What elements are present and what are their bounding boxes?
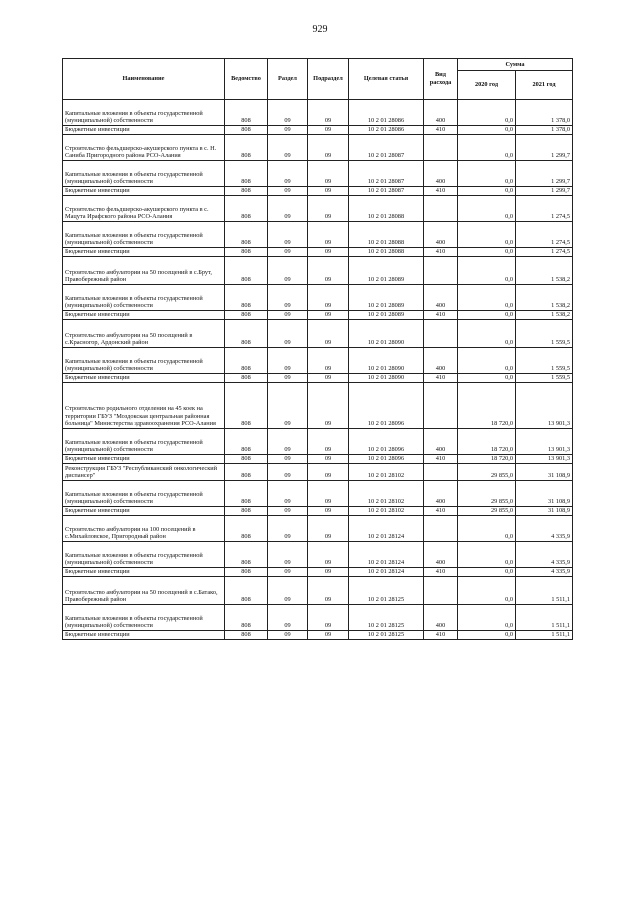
cell-2021: 4 335,9 (516, 516, 573, 542)
table-row (63, 605, 573, 631)
cell-expense-type (424, 257, 458, 285)
table-row (63, 631, 573, 640)
cell-section: 09 (268, 383, 308, 429)
cell-2021: 1 299,7 (516, 161, 573, 187)
cell-section: 09 (268, 285, 308, 311)
table-row (63, 187, 573, 196)
cell-2021: 1 274,5 (516, 222, 573, 248)
cell-target: 10 2 01 28088 (349, 222, 424, 248)
table-row (63, 383, 573, 429)
cell-2020: 0,0 (458, 285, 516, 311)
cell-section: 09 (268, 126, 308, 135)
table-row (63, 311, 573, 320)
cell-name: Реконструкция ГБУЗ "Республиканский онкологический диспансер" (63, 464, 225, 481)
cell-dept: 808 (225, 126, 268, 135)
cell-2021: 1 559,5 (516, 348, 573, 374)
cell-2020: 0,0 (458, 187, 516, 196)
cell-expense-type: 410 (424, 631, 458, 640)
cell-subsection: 09 (308, 507, 349, 516)
cell-target: 10 2 01 28089 (349, 311, 424, 320)
cell-target: 10 2 01 28125 (349, 605, 424, 631)
cell-2020: 0,0 (458, 248, 516, 257)
cell-name: Бюджетные инвестиции (63, 507, 225, 516)
cell-target: 10 2 01 28089 (349, 257, 424, 285)
cell-name: Капитальные вложения в объекты государственной (муниципальной) собственности (63, 348, 225, 374)
header-2021: 2021 год (516, 71, 573, 100)
cell-2020: 0,0 (458, 196, 516, 222)
cell-name: Строительство амбулатории на 100 посещений в с.Михайловское, Пригородный район (63, 516, 225, 542)
cell-name: Капитальные вложения в объекты государственной (муниципальной) собственности (63, 100, 225, 126)
cell-expense-type: 410 (424, 311, 458, 320)
cell-section: 09 (268, 507, 308, 516)
cell-target: 10 2 01 28089 (349, 285, 424, 311)
budget-table (62, 58, 573, 640)
cell-2020: 0,0 (458, 374, 516, 383)
cell-2020: 0,0 (458, 311, 516, 320)
cell-2020: 0,0 (458, 161, 516, 187)
cell-subsection: 09 (308, 126, 349, 135)
cell-dept: 808 (225, 455, 268, 464)
cell-2020: 29 855,0 (458, 464, 516, 481)
cell-section: 09 (268, 311, 308, 320)
cell-name: Строительство родильного отделения на 45 коек на территории ГБУЗ "Моздокская центральная районная больница" Министерства здравоохранения РСО-Алания (63, 383, 225, 429)
cell-dept: 808 (225, 257, 268, 285)
cell-dept: 808 (225, 248, 268, 257)
table-row (63, 481, 573, 507)
header-expense-type: Вид расхода (424, 59, 458, 100)
cell-subsection: 09 (308, 568, 349, 577)
cell-subsection: 09 (308, 516, 349, 542)
table-row (63, 455, 573, 464)
cell-section: 09 (268, 196, 308, 222)
cell-expense-type (424, 577, 458, 605)
cell-name: Капитальные вложения в объекты государственной (муниципальной) собственности (63, 429, 225, 455)
cell-name: Капитальные вложения в объекты государственной (муниципальной) собственности (63, 161, 225, 187)
cell-2021: 1 559,5 (516, 374, 573, 383)
cell-target: 10 2 01 28086 (349, 126, 424, 135)
cell-dept: 808 (225, 196, 268, 222)
cell-2021: 1 511,1 (516, 605, 573, 631)
cell-target: 10 2 01 28125 (349, 577, 424, 605)
cell-name: Бюджетные инвестиции (63, 126, 225, 135)
cell-2021: 4 335,9 (516, 568, 573, 577)
cell-dept: 808 (225, 383, 268, 429)
table-row (63, 577, 573, 605)
cell-subsection: 09 (308, 383, 349, 429)
cell-name: Капитальные вложения в объекты государственной (муниципальной) собственности (63, 605, 225, 631)
cell-expense-type: 410 (424, 507, 458, 516)
cell-expense-type: 410 (424, 248, 458, 257)
cell-subsection: 09 (308, 311, 349, 320)
cell-subsection: 09 (308, 257, 349, 285)
cell-section: 09 (268, 429, 308, 455)
cell-target: 10 2 01 28090 (349, 348, 424, 374)
cell-2021: 1 559,5 (516, 320, 573, 348)
cell-subsection: 09 (308, 187, 349, 196)
cell-subsection: 09 (308, 374, 349, 383)
cell-2021: 1 274,5 (516, 196, 573, 222)
header-subsection: Подраздел (308, 59, 349, 100)
cell-subsection: 09 (308, 348, 349, 374)
cell-2020: 0,0 (458, 605, 516, 631)
cell-dept: 808 (225, 222, 268, 248)
cell-target: 10 2 01 28124 (349, 568, 424, 577)
cell-subsection: 09 (308, 455, 349, 464)
cell-name: Бюджетные инвестиции (63, 248, 225, 257)
cell-2021: 1 511,1 (516, 577, 573, 605)
cell-subsection: 09 (308, 196, 349, 222)
cell-name: Бюджетные инвестиции (63, 311, 225, 320)
cell-name: Капитальные вложения в объекты государственной (муниципальной) собственности (63, 481, 225, 507)
header-sum: Сумма (458, 59, 573, 71)
cell-subsection: 09 (308, 605, 349, 631)
cell-expense-type (424, 320, 458, 348)
cell-expense-type: 400 (424, 481, 458, 507)
cell-2020: 0,0 (458, 348, 516, 374)
table-row (63, 126, 573, 135)
cell-2020: 0,0 (458, 135, 516, 161)
cell-subsection: 09 (308, 161, 349, 187)
cell-subsection: 09 (308, 577, 349, 605)
cell-section: 09 (268, 100, 308, 126)
cell-expense-type (424, 135, 458, 161)
cell-2021: 13 901,3 (516, 455, 573, 464)
cell-dept: 808 (225, 311, 268, 320)
cell-dept: 808 (225, 187, 268, 196)
cell-dept: 808 (225, 100, 268, 126)
cell-2021: 13 901,3 (516, 429, 573, 455)
cell-target: 10 2 01 28125 (349, 631, 424, 640)
cell-target: 10 2 01 28090 (349, 374, 424, 383)
cell-expense-type: 410 (424, 455, 458, 464)
header-target: Целевая статья (349, 59, 424, 100)
cell-expense-type (424, 516, 458, 542)
cell-name: Строительство амбулатории на 50 посещений в с.Красногор, Ардонский район (63, 320, 225, 348)
cell-target: 10 2 01 28087 (349, 187, 424, 196)
cell-2021: 31 108,9 (516, 481, 573, 507)
cell-2020: 0,0 (458, 577, 516, 605)
cell-name: Строительство амбулатории на 50 посещений в с.Батако, Правобережный район (63, 577, 225, 605)
cell-section: 09 (268, 374, 308, 383)
table-row (63, 135, 573, 161)
cell-expense-type: 400 (424, 542, 458, 568)
cell-2020: 18 720,0 (458, 455, 516, 464)
cell-2020: 0,0 (458, 126, 516, 135)
table-row (63, 374, 573, 383)
table-row (63, 507, 573, 516)
table-row (63, 516, 573, 542)
cell-subsection: 09 (308, 135, 349, 161)
table-row (63, 568, 573, 577)
table-row (63, 464, 573, 481)
cell-section: 09 (268, 248, 308, 257)
cell-target: 10 2 01 28088 (349, 248, 424, 257)
cell-subsection: 09 (308, 481, 349, 507)
cell-name: Капитальные вложения в объекты государственной (муниципальной) собственности (63, 542, 225, 568)
cell-expense-type (424, 383, 458, 429)
table-row (63, 285, 573, 311)
cell-name: Бюджетные инвестиции (63, 374, 225, 383)
cell-dept: 808 (225, 429, 268, 455)
cell-target: 10 2 01 28090 (349, 320, 424, 348)
cell-2021: 1 538,2 (516, 257, 573, 285)
cell-dept: 808 (225, 161, 268, 187)
cell-expense-type: 400 (424, 605, 458, 631)
cell-target: 10 2 01 28087 (349, 135, 424, 161)
header-dept: Ведомство (225, 59, 268, 100)
cell-name: Капитальные вложения в объекты государственной (муниципальной) собственности (63, 285, 225, 311)
cell-expense-type: 400 (424, 429, 458, 455)
cell-2021: 4 335,9 (516, 542, 573, 568)
cell-section: 09 (268, 222, 308, 248)
cell-section: 09 (268, 605, 308, 631)
cell-2020: 0,0 (458, 516, 516, 542)
cell-dept: 808 (225, 516, 268, 542)
table-body (63, 100, 573, 640)
cell-name: Строительство амбулатории на 50 посещений в с.Брут, Правобережный район (63, 257, 225, 285)
cell-2021: 1 274,5 (516, 248, 573, 257)
cell-name: Капитальные вложения в объекты государственной (муниципальной) собственности (63, 222, 225, 248)
cell-dept: 808 (225, 285, 268, 311)
cell-name: Бюджетные инвестиции (63, 187, 225, 196)
cell-expense-type: 410 (424, 126, 458, 135)
cell-name: Бюджетные инвестиции (63, 455, 225, 464)
cell-2020: 29 855,0 (458, 507, 516, 516)
table-row (63, 429, 573, 455)
cell-dept: 808 (225, 481, 268, 507)
cell-target: 10 2 01 28102 (349, 464, 424, 481)
cell-target: 10 2 01 28124 (349, 516, 424, 542)
table-row (63, 100, 573, 126)
cell-target: 10 2 01 28124 (349, 542, 424, 568)
cell-2021: 31 108,9 (516, 507, 573, 516)
page-number: 929 (312, 24, 328, 35)
cell-section: 09 (268, 135, 308, 161)
cell-2020: 0,0 (458, 542, 516, 568)
cell-target: 10 2 01 28096 (349, 429, 424, 455)
table-row (63, 161, 573, 187)
cell-dept: 808 (225, 568, 268, 577)
cell-subsection: 09 (308, 285, 349, 311)
table-row (63, 196, 573, 222)
cell-2020: 0,0 (458, 257, 516, 285)
cell-section: 09 (268, 542, 308, 568)
cell-name: Строительство фельдшерско-акушерского пункта в с. Мацута Ирафского района РСО-Алания (63, 196, 225, 222)
cell-section: 09 (268, 568, 308, 577)
cell-2021: 1 299,7 (516, 135, 573, 161)
cell-target: 10 2 01 28096 (349, 455, 424, 464)
table-row (63, 257, 573, 285)
cell-2020: 18 720,0 (458, 383, 516, 429)
cell-2020: 0,0 (458, 568, 516, 577)
cell-subsection: 09 (308, 248, 349, 257)
cell-section: 09 (268, 348, 308, 374)
cell-2020: 29 855,0 (458, 481, 516, 507)
cell-2020: 0,0 (458, 631, 516, 640)
cell-2021: 1 299,7 (516, 187, 573, 196)
cell-dept: 808 (225, 348, 268, 374)
cell-subsection: 09 (308, 631, 349, 640)
cell-expense-type: 400 (424, 222, 458, 248)
cell-subsection: 09 (308, 222, 349, 248)
cell-2020: 0,0 (458, 320, 516, 348)
cell-2020: 18 720,0 (458, 429, 516, 455)
cell-dept: 808 (225, 374, 268, 383)
cell-dept: 808 (225, 135, 268, 161)
cell-section: 09 (268, 464, 308, 481)
table-row (63, 248, 573, 257)
cell-name: Бюджетные инвестиции (63, 568, 225, 577)
cell-section: 09 (268, 516, 308, 542)
cell-dept: 808 (225, 542, 268, 568)
cell-expense-type: 400 (424, 285, 458, 311)
cell-section: 09 (268, 481, 308, 507)
cell-dept: 808 (225, 320, 268, 348)
table-row (63, 320, 573, 348)
cell-section: 09 (268, 577, 308, 605)
cell-target: 10 2 01 28088 (349, 196, 424, 222)
cell-dept: 808 (225, 631, 268, 640)
cell-expense-type: 400 (424, 161, 458, 187)
cell-dept: 808 (225, 577, 268, 605)
table-row (63, 222, 573, 248)
cell-subsection: 09 (308, 429, 349, 455)
cell-expense-type: 410 (424, 568, 458, 577)
header-name: Наименование (63, 59, 225, 100)
cell-2021: 13 901,3 (516, 383, 573, 429)
cell-2021: 1 378,0 (516, 100, 573, 126)
cell-section: 09 (268, 257, 308, 285)
header-section: Раздел (268, 59, 308, 100)
cell-target: 10 2 01 28087 (349, 161, 424, 187)
cell-subsection: 09 (308, 542, 349, 568)
cell-subsection: 09 (308, 100, 349, 126)
cell-expense-type: 410 (424, 374, 458, 383)
cell-2021: 1 378,0 (516, 126, 573, 135)
cell-2020: 0,0 (458, 100, 516, 126)
cell-dept: 808 (225, 605, 268, 631)
cell-target: 10 2 01 28086 (349, 100, 424, 126)
cell-target: 10 2 01 28102 (349, 481, 424, 507)
cell-target: 10 2 01 28096 (349, 383, 424, 429)
cell-subsection: 09 (308, 320, 349, 348)
cell-expense-type: 400 (424, 100, 458, 126)
cell-subsection: 09 (308, 464, 349, 481)
cell-expense-type (424, 196, 458, 222)
cell-section: 09 (268, 455, 308, 464)
cell-section: 09 (268, 631, 308, 640)
cell-2021: 31 108,9 (516, 464, 573, 481)
cell-target: 10 2 01 28102 (349, 507, 424, 516)
cell-name: Бюджетные инвестиции (63, 631, 225, 640)
cell-section: 09 (268, 187, 308, 196)
table-row (63, 542, 573, 568)
header-2020: 2020 год (458, 71, 516, 100)
cell-2021: 1 538,2 (516, 311, 573, 320)
cell-name: Строительство фельдшерско-акушерского пункта в с. Н. Саниба Пригородного района РСО-Алания (63, 135, 225, 161)
cell-dept: 808 (225, 507, 268, 516)
cell-expense-type: 410 (424, 187, 458, 196)
cell-expense-type (424, 464, 458, 481)
cell-section: 09 (268, 161, 308, 187)
cell-2021: 1 511,1 (516, 631, 573, 640)
table-row (63, 348, 573, 374)
cell-dept: 808 (225, 464, 268, 481)
cell-2021: 1 538,2 (516, 285, 573, 311)
cell-expense-type: 400 (424, 348, 458, 374)
cell-2020: 0,0 (458, 222, 516, 248)
cell-section: 09 (268, 320, 308, 348)
